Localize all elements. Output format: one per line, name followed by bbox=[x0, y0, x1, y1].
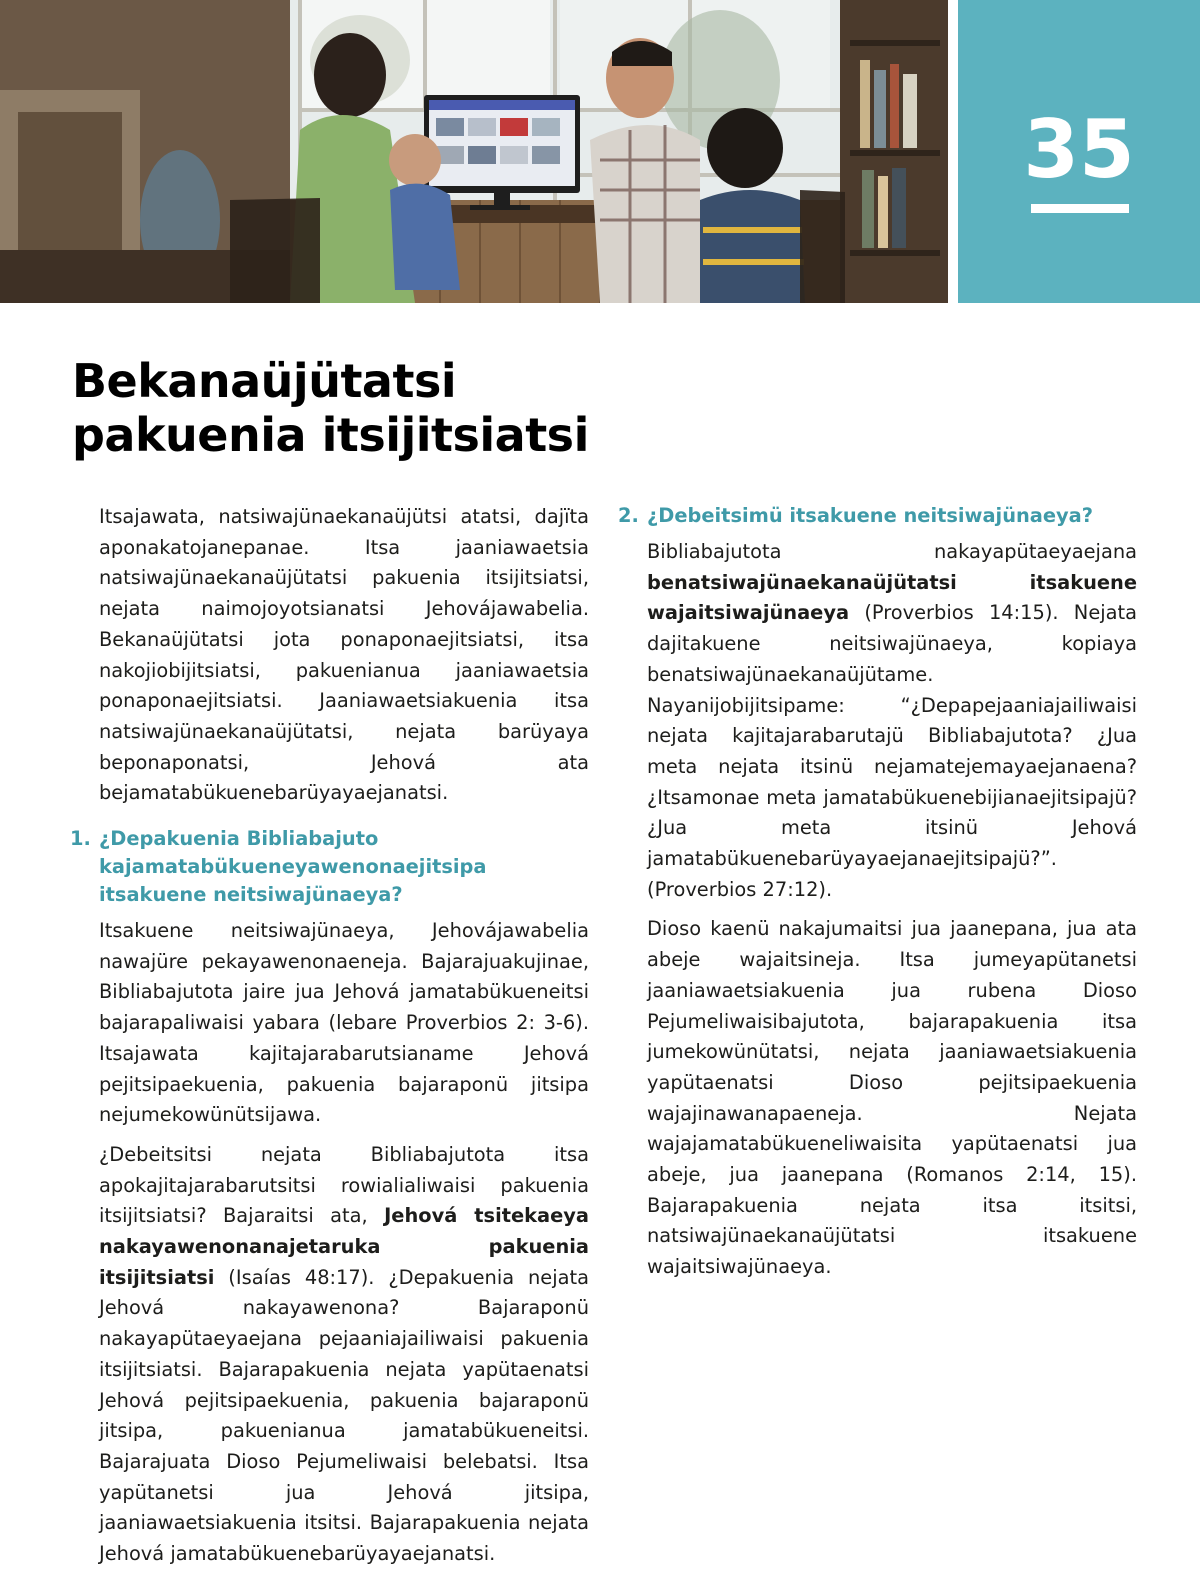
q2-p1-part-b: (Proverbios 14:15). Nejata dajitakuene neitsiwajünaeya, kopiaya benatsiwajünaekanaüjütame. Nayanijobijitsipame: “¿Depapejaaniajailiwaisi nejata kajitajarabarutajü Bibliabajutota? ¿Jua meta nejata itsinü nejamatejemayaejanaena? ¿Itsamonae meta jamatabükuenebijianaejitsipajü? ¿Jua meta itsinü Jehová jamatabükuenebarüyayaejanaejitsipajü?”. (Proverbios 27:12). bbox=[647, 601, 1137, 901]
question-1-text: ¿Depakuenia Bibliabajuto kajamatabükueneyawenonaejitsipa itsakuene neitsiwajünaeya? bbox=[99, 827, 487, 907]
q1-p2-part-b: (Isaías 48:17). ¿Depakuenia nejata Jehová nakayawenona? Bajaraponü nakayapütaeyaejana pejaaniajailiwaisi pakuenia itsijitsiatsi. Bajarapakuenia nejata yapütaenatsi Jehová pejitsipaekuenia, pakuenia bajaraponü jitsipa, pakuenianua jamatabükueneitsi. Bajarajuata Dioso Pejumeliwaisi belebatsi. Itsa yapütanetsi jua Jehová jitsipa, jaaniawaetsiakuenia itsitsi. Bajarapakuenia nejata Jehová jamatabükuenebarüyayaejanatsi. bbox=[99, 1265, 589, 1566]
title-line-2: pakuenia itsijitsiatsi bbox=[72, 408, 589, 462]
question-2 bbox=[618, 502, 1137, 530]
hero-photo bbox=[0, 0, 948, 303]
question-2-number: 2. bbox=[618, 504, 639, 527]
right-column bbox=[618, 502, 1137, 1292]
question-1-paragraph-2 bbox=[99, 1140, 589, 1570]
lesson-number: 35 bbox=[1023, 103, 1135, 196]
lesson-number-underline bbox=[1031, 204, 1129, 213]
question-2-paragraph-2: Dioso kaenü nakajumaitsi jua jaanepana, jua ata abeje wajaitsinejа. Itsa jumeyapütanetsi jaaniawaetsiakuenia jua rubena Dioso Pejumeliwaisibajutota, bajarapakuenia itsa jumekowünütatsi, nejata jaaniawaetsiakuenia yapütaenatsi Dioso pejitsipaekuenia wajajinawanapaenejа. Nejata wajajamatabükueneliwaisita yapütaenatsi jua abeje, jua jaanepana (Romanos 2:14, 15). Bajarapakuenia nejata itsa itsitsi, natsiwajünaekanaüjütatsi itsakuene wajaitsiwajünaeya. bbox=[647, 917, 1137, 1279]
question-1 bbox=[70, 825, 589, 909]
title-line-1: Bekanaüjütatsi bbox=[72, 354, 457, 408]
lesson-number-box bbox=[958, 0, 1200, 303]
question-2-text: ¿Debeitsimü itsakuene neitsiwajünaeya? bbox=[647, 504, 1094, 527]
left-column bbox=[70, 502, 589, 1579]
q1-p2-part-a: ¿Debeitsitsi nejata Bibliabajutota itsa apokajitajarabarutsitsi rowialialiwaisi pakuenia itsijitsiatsi? Bajaraitsi ata, bbox=[99, 1142, 589, 1228]
q2-p1-part-a: Bibliabajutota nakayapütaeyaejana bbox=[647, 540, 1137, 563]
q2-p1-bold: benatsiwajünaekanaüjütatsi itsakuene wajaitsiwajünaeya bbox=[647, 570, 1137, 625]
question-1-paragraph-1: Itsakuene neitsiwajünaeya, Jehovájawabelia nawajüre pekayawenonaenejа. Bajarajuakujinae, Bibliabajutota jaire jua Jehová jamatabükueneitsi bajarapaliwaisi yabara (lebare Proverbios 2: 3-6). Itsajawata kajitajarabarutsianame Jehová pejitsipaekuenia, pakuenia bajaraponü jitsipa nejumekowünütsijawa. bbox=[99, 919, 589, 1127]
family-at-computer-photo bbox=[0, 0, 948, 303]
q1-p2-bold: Jehová tsitekaeya nakayawenonanajetaruka pakuenia itsijitsiatsi bbox=[99, 1204, 589, 1289]
intro-paragraph: Itsajawata, natsiwajünaekanaüjütsi atatsi, dajïta aponakatojanepanae. Itsa jaaniawaetsia natsiwajünaekanaüjütatsi pakuenia itsijitsiatsi, nejata naimojoyotsianatsi Jehovájawabelia. Bekanaüjütatsi jota ponaponaejitsiatsi, itsa nakojiobijitsiatsi, pakuenianua jaaniawaetsia ponaponaejitsiatsi. Jaaniawaetsiakuenia itsa natsiwajünaekanaüjütatsi, nejata barüyaya beponaponatsi, Jehová ata bejamatabükuenebarüyayaejanatsi. bbox=[99, 505, 589, 805]
page-title bbox=[72, 354, 772, 462]
question-2-paragraph-1 bbox=[647, 537, 1137, 905]
question-1-number: 1. bbox=[70, 827, 91, 851]
